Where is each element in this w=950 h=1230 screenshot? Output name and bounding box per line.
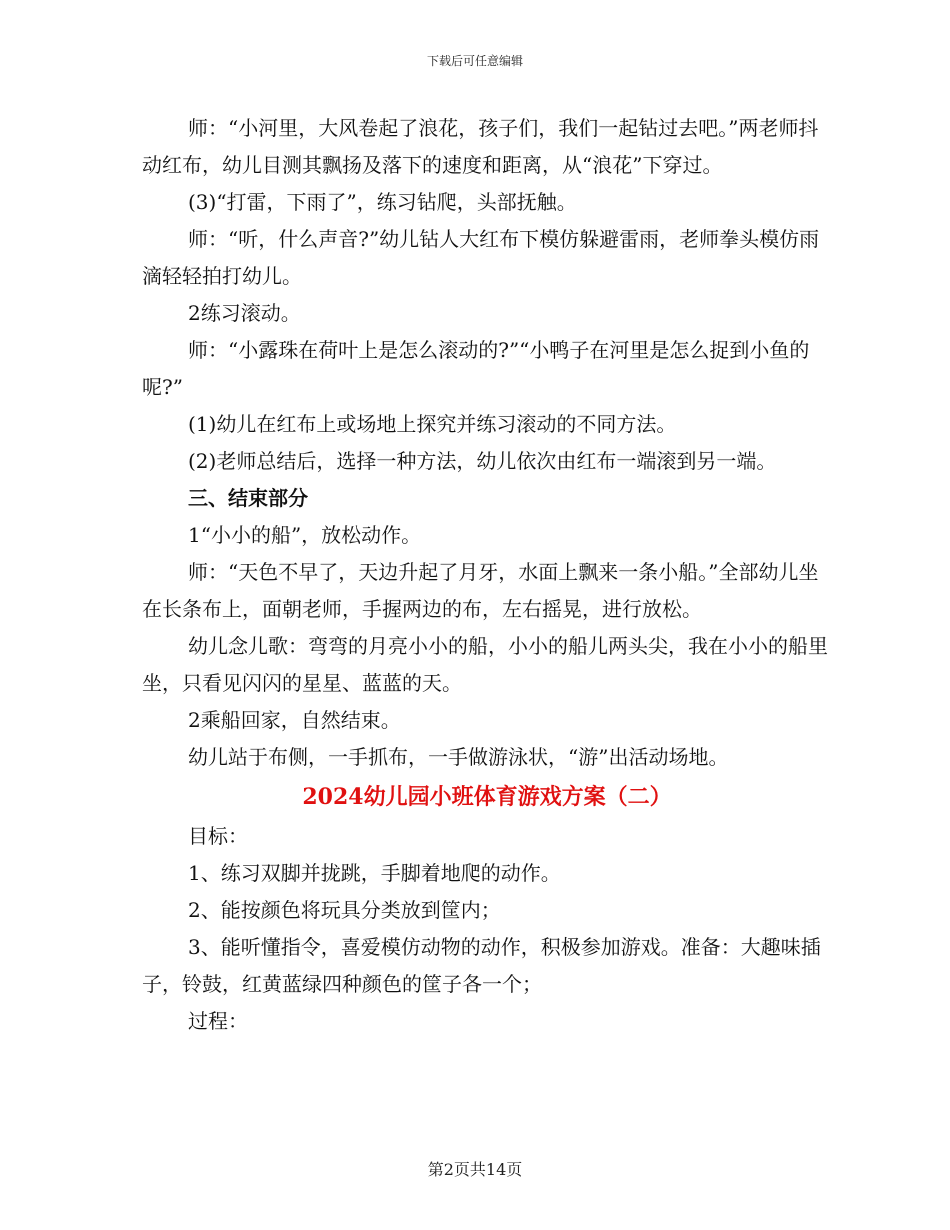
paragraph: 师：“小河里，大风卷起了浪花，孩子们，我们一起钻过去吧。”两老师抖动红布，幼儿目测其飘扬及落下的速度和距离，从“浪花”下穿过。 <box>142 116 819 177</box>
paragraph: (1)幼儿在红布上或场地上探究并练习滚动的不同方法。 <box>188 412 677 436</box>
paragraph: 师：“天色不早了，天边升起了月牙，水面上飘来一条小船。”全部幼儿坐在长条布上，面朝老师，手握两边的布，左右摇晃，进行放松。 <box>142 560 819 621</box>
section-heading: 三、结束部分 <box>188 486 308 510</box>
section-title: 2024幼儿园小班体育游戏方案（二） <box>302 784 672 810</box>
paragraph: 过程： <box>188 1009 248 1033</box>
paragraph: (3)“打雷，下雨了”，练习钻爬，头部抚触。 <box>188 190 577 214</box>
paragraph: 幼儿站于布侧，一手抓布，一手做游泳状，“游”出活动场地。 <box>188 745 729 769</box>
paragraph: 1、练习双脚并拢跳，手脚着地爬的动作。 <box>188 861 561 885</box>
paragraph: (2)老师总结后，选择一种方法，幼儿依次由红布一端滚到另一端。 <box>188 449 777 473</box>
paragraph: 1“小小的船”，放松动作。 <box>188 523 422 547</box>
paragraph: 幼儿念儿歌：弯弯的月亮小小的船，小小的船儿两头尖，我在小小的船里坐，只看见闪闪的星星、蓝蓝的天。 <box>142 634 828 695</box>
paragraph: 目标： <box>188 824 248 848</box>
paragraph: 3、能听懂指令，喜爱模仿动物的动作，积极参加游戏。准备：大趣味插子，铃鼓，红黄蓝绿四种颜色的筐子各一个； <box>142 935 821 996</box>
paragraph: 2乘船回家，自然结束。 <box>188 708 401 732</box>
document-body <box>142 110 832 1040</box>
paragraph: 2练习滚动。 <box>188 301 301 325</box>
paragraph: 师：“小露珠在荷叶上是怎么滚动的?”“小鸭子在河里是怎么捉到小鱼的呢?” <box>142 338 810 399</box>
paragraph: 师：“听，什么声音?”幼儿钻人大红布下模仿躲避雷雨，老师拳头模仿雨滴轻轻拍打幼儿。 <box>142 227 820 288</box>
paragraph: 2、能按颜色将玩具分类放到筐内； <box>188 898 501 922</box>
page-header: 下载后可任意编辑 <box>426 54 523 68</box>
page-footer: 第2页共14页 <box>427 1160 523 1179</box>
